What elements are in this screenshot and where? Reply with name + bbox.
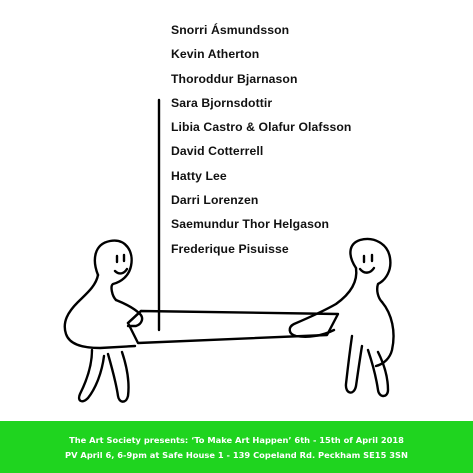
event-info-banner [0, 421, 473, 473]
artist-name: Saemundur Thor Helgason [171, 217, 330, 232]
artist-name: Hatty Lee [171, 168, 227, 183]
private-view-venue-line: PV April 6, 6-9pm at Safe House 1 - 139 Copeland Rd. Peckham SE15 3SN [65, 450, 408, 460]
artist-list [171, 18, 351, 261]
artist-name: Kevin Atherton [171, 47, 260, 62]
right-figure [290, 239, 394, 396]
artist-name: Snorri Ásmundsson [171, 23, 290, 37]
artist-name: Frederique Pisuisse [171, 241, 289, 256]
artist-name: David Cotterrell [171, 144, 264, 159]
artist-name: Darri Lorenzen [171, 193, 259, 208]
exhibition-title-line: The Art Society presents: ‘To Make Art Happen’ 6th - 15th of April 2018 [69, 435, 404, 445]
artist-name: Libia Castro & Olafur Olafsson [171, 120, 352, 135]
artist-name: Sara Bjornsdottir [171, 95, 273, 110]
artist-name: Thoroddur Bjarnason [171, 71, 298, 86]
